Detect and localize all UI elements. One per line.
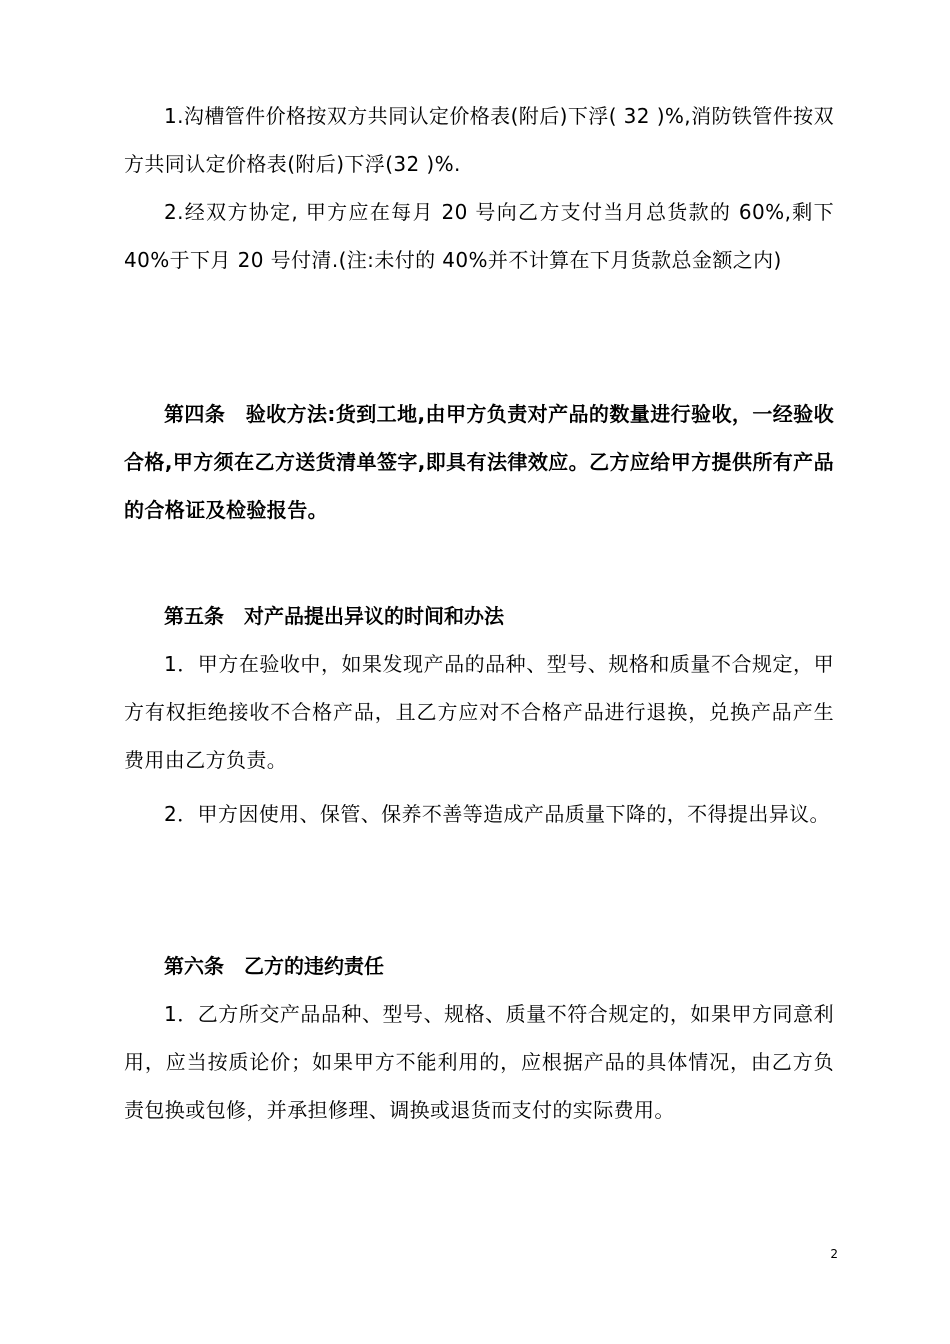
- payment-terms-clause: 2.经双方协定, 甲方应在每月 20 号向乙方支付当月总货款的 60%,剩下 40%于下月 20 号付清.(注:未付的 40%并不计算在下月货款总金额之内): [124, 200, 834, 272]
- page-number: 2: [830, 1247, 838, 1261]
- objection-clause-2: 2．甲方因使用、保管、保养不善等造成产品质量下降的，不得提出异议。: [164, 802, 830, 826]
- article-six-heading: 第六条 乙方的违约责任: [164, 954, 384, 978]
- breach-clause-1: 1．乙方所交产品品种、型号、规格、质量不符合规定的，如果甲方同意利用，应当按质论价；如果甲方不能利用的，应根据产品的具体情况，由乙方负责包换或包修，并承担修理、调换或退货而支付的实际费用。: [124, 1002, 834, 1122]
- article-four-acceptance: 第四条 验收方法:货到工地,由甲方负责对产品的数量进行验收，一经验收合格,甲方须在乙方送货清单签字,即具有法律效应。乙方应给甲方提供所有产品的合格证及检验报告。: [124, 402, 834, 522]
- objection-clause-1: 1．甲方在验收中，如果发现产品的品种、型号、规格和质量不合规定，甲方有权拒绝接收不合格产品，且乙方应对不合格产品进行退换，兑换产品产生费用由乙方负责。: [124, 652, 834, 772]
- article-five-heading: 第五条 对产品提出异议的时间和办法: [164, 604, 504, 628]
- price-discount-clause: 1.沟槽管件价格按双方共同认定价格表(附后)下浮( 32 )%,消防铁管件按双方共同认定价格表(附后)下浮(32 )%.: [124, 104, 834, 176]
